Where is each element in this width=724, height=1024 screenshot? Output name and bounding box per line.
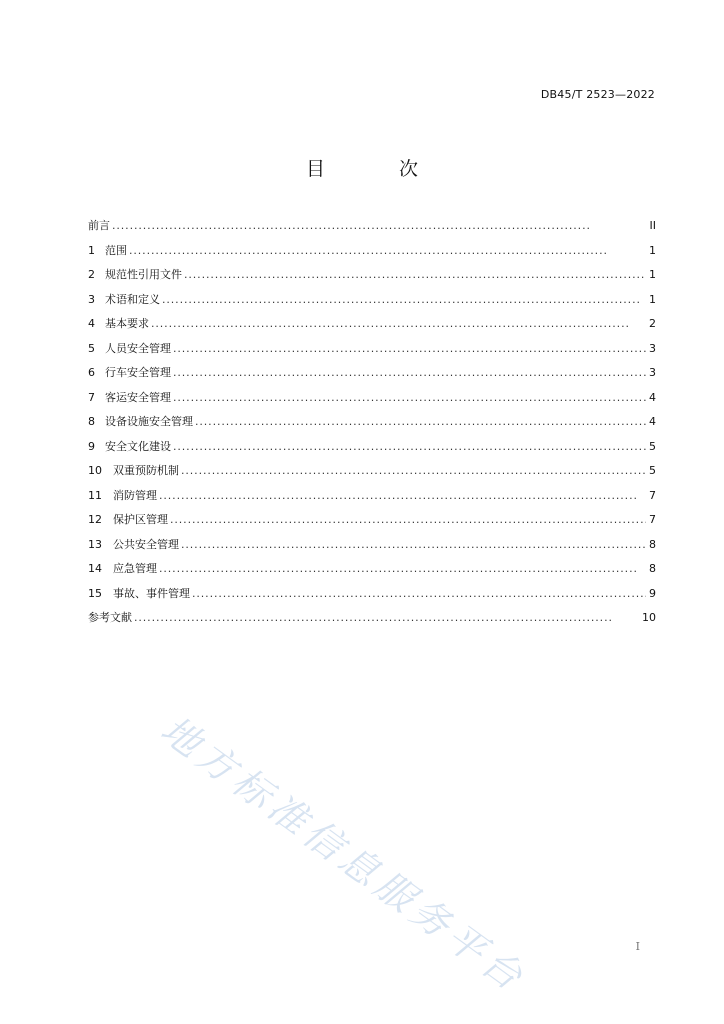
toc-leader-dots — [173, 390, 646, 406]
toc-entry-text: 公共安全管理 — [113, 537, 179, 551]
toc-entry-8[interactable] — [88, 414, 656, 439]
page-title: 目 次 — [305, 158, 453, 180]
toc-entry-number: 12 — [88, 513, 102, 526]
toc-entry-number: 4 — [88, 317, 95, 330]
toc-entry-14[interactable] — [88, 561, 656, 586]
toc-entry-page: 1 — [649, 292, 656, 306]
toc-entry-number: 14 — [88, 562, 102, 575]
toc-leader-dots — [181, 463, 646, 479]
toc-entry-text: 客运安全管理 — [105, 390, 171, 404]
toc-entry-page: 8 — [649, 562, 656, 575]
page-number: I — [635, 940, 640, 953]
toc-leader-dots — [134, 610, 640, 626]
toc-entry-5[interactable] — [88, 341, 656, 366]
table-of-contents — [88, 218, 656, 635]
toc-entry-page: 7 — [649, 513, 656, 526]
toc-entry-number: 2 — [88, 268, 95, 281]
toc-leader-dots — [184, 267, 646, 283]
toc-entry-6[interactable] — [88, 365, 656, 390]
toc-leader-dots — [173, 439, 646, 455]
toc-entry-text: 规范性引用文件 — [105, 268, 182, 281]
toc-entry-text: 双重预防机制 — [113, 464, 179, 477]
toc-leader-dots — [151, 316, 646, 332]
watermark-text: 地方标准信息服务平台 — [152, 707, 535, 1002]
toc-entry-number: 11 — [88, 488, 102, 502]
toc-entry-page: 3 — [649, 366, 656, 379]
toc-entry-text: 消防管理 — [113, 488, 157, 502]
toc-entry-15[interactable] — [88, 586, 656, 611]
toc-entry-text: 保护区管理 — [113, 513, 168, 526]
toc-entry-page: 10 — [642, 611, 656, 624]
toc-entry-references[interactable] — [88, 610, 656, 635]
toc-entry-text: 事故、事件管理 — [113, 586, 190, 600]
toc-entry-3[interactable] — [88, 292, 656, 317]
toc-entry-number: 8 — [88, 415, 95, 428]
toc-entry-number: 13 — [88, 537, 102, 551]
toc-leader-dots — [159, 488, 646, 504]
toc-leader-dots — [159, 561, 646, 577]
toc-entry-text: 前言 — [88, 219, 110, 232]
toc-entry-page: II — [649, 219, 656, 232]
toc-entry-text: 参考文献 — [88, 611, 132, 624]
toc-entry-13[interactable] — [88, 537, 656, 562]
toc-leader-dots — [129, 243, 646, 259]
toc-entry-page: 7 — [649, 488, 656, 502]
toc-entry-number: 3 — [88, 292, 95, 306]
toc-entry-number: 5 — [88, 341, 95, 355]
toc-entry-7[interactable] — [88, 390, 656, 415]
toc-entry-12[interactable] — [88, 512, 656, 537]
toc-entry-number: 7 — [88, 390, 95, 404]
toc-entry-text: 行车安全管理 — [105, 366, 171, 379]
toc-entry-text: 基本要求 — [105, 317, 149, 330]
toc-entry-9[interactable] — [88, 439, 656, 464]
toc-entry-page: 5 — [649, 439, 656, 453]
toc-entry-number: 1 — [88, 243, 95, 257]
toc-entry-page: 3 — [649, 341, 656, 355]
document-code: DB45/T 2523—2022 — [540, 88, 655, 101]
toc-entry-page: 8 — [649, 537, 656, 551]
toc-entry-page: 1 — [649, 268, 656, 281]
toc-entry-number: 15 — [88, 586, 102, 600]
toc-leader-dots — [173, 341, 646, 357]
toc-entry-text: 设备设施安全管理 — [105, 415, 193, 428]
toc-entry-page: 2 — [649, 317, 656, 330]
toc-entry-page: 5 — [649, 464, 656, 477]
toc-entry-number: 9 — [88, 439, 95, 453]
toc-entry-text: 术语和定义 — [105, 292, 160, 306]
toc-entry-number: 6 — [88, 366, 95, 379]
toc-entry-10[interactable] — [88, 463, 656, 488]
toc-entry-text: 人员安全管理 — [105, 341, 171, 355]
toc-leader-dots — [173, 365, 646, 381]
toc-entry-1[interactable] — [88, 243, 656, 268]
toc-leader-dots — [192, 586, 646, 602]
toc-leader-dots — [112, 218, 646, 234]
toc-entry-text: 应急管理 — [113, 562, 157, 575]
toc-entry-11[interactable] — [88, 488, 656, 513]
toc-entry-page: 4 — [649, 390, 656, 404]
toc-entry-text: 范围 — [105, 243, 127, 257]
toc-leader-dots — [181, 537, 646, 553]
toc-entry-text: 安全文化建设 — [105, 439, 171, 453]
toc-entry-page: 1 — [649, 243, 656, 257]
toc-entry-4[interactable] — [88, 316, 656, 341]
toc-entry-foreword[interactable] — [88, 218, 656, 243]
toc-entry-page: 4 — [649, 415, 656, 428]
toc-leader-dots — [170, 512, 646, 528]
toc-leader-dots — [162, 292, 646, 308]
toc-entry-number: 10 — [88, 464, 102, 477]
toc-entry-2[interactable] — [88, 267, 656, 292]
toc-leader-dots — [195, 414, 646, 430]
toc-entry-page: 9 — [649, 586, 656, 600]
